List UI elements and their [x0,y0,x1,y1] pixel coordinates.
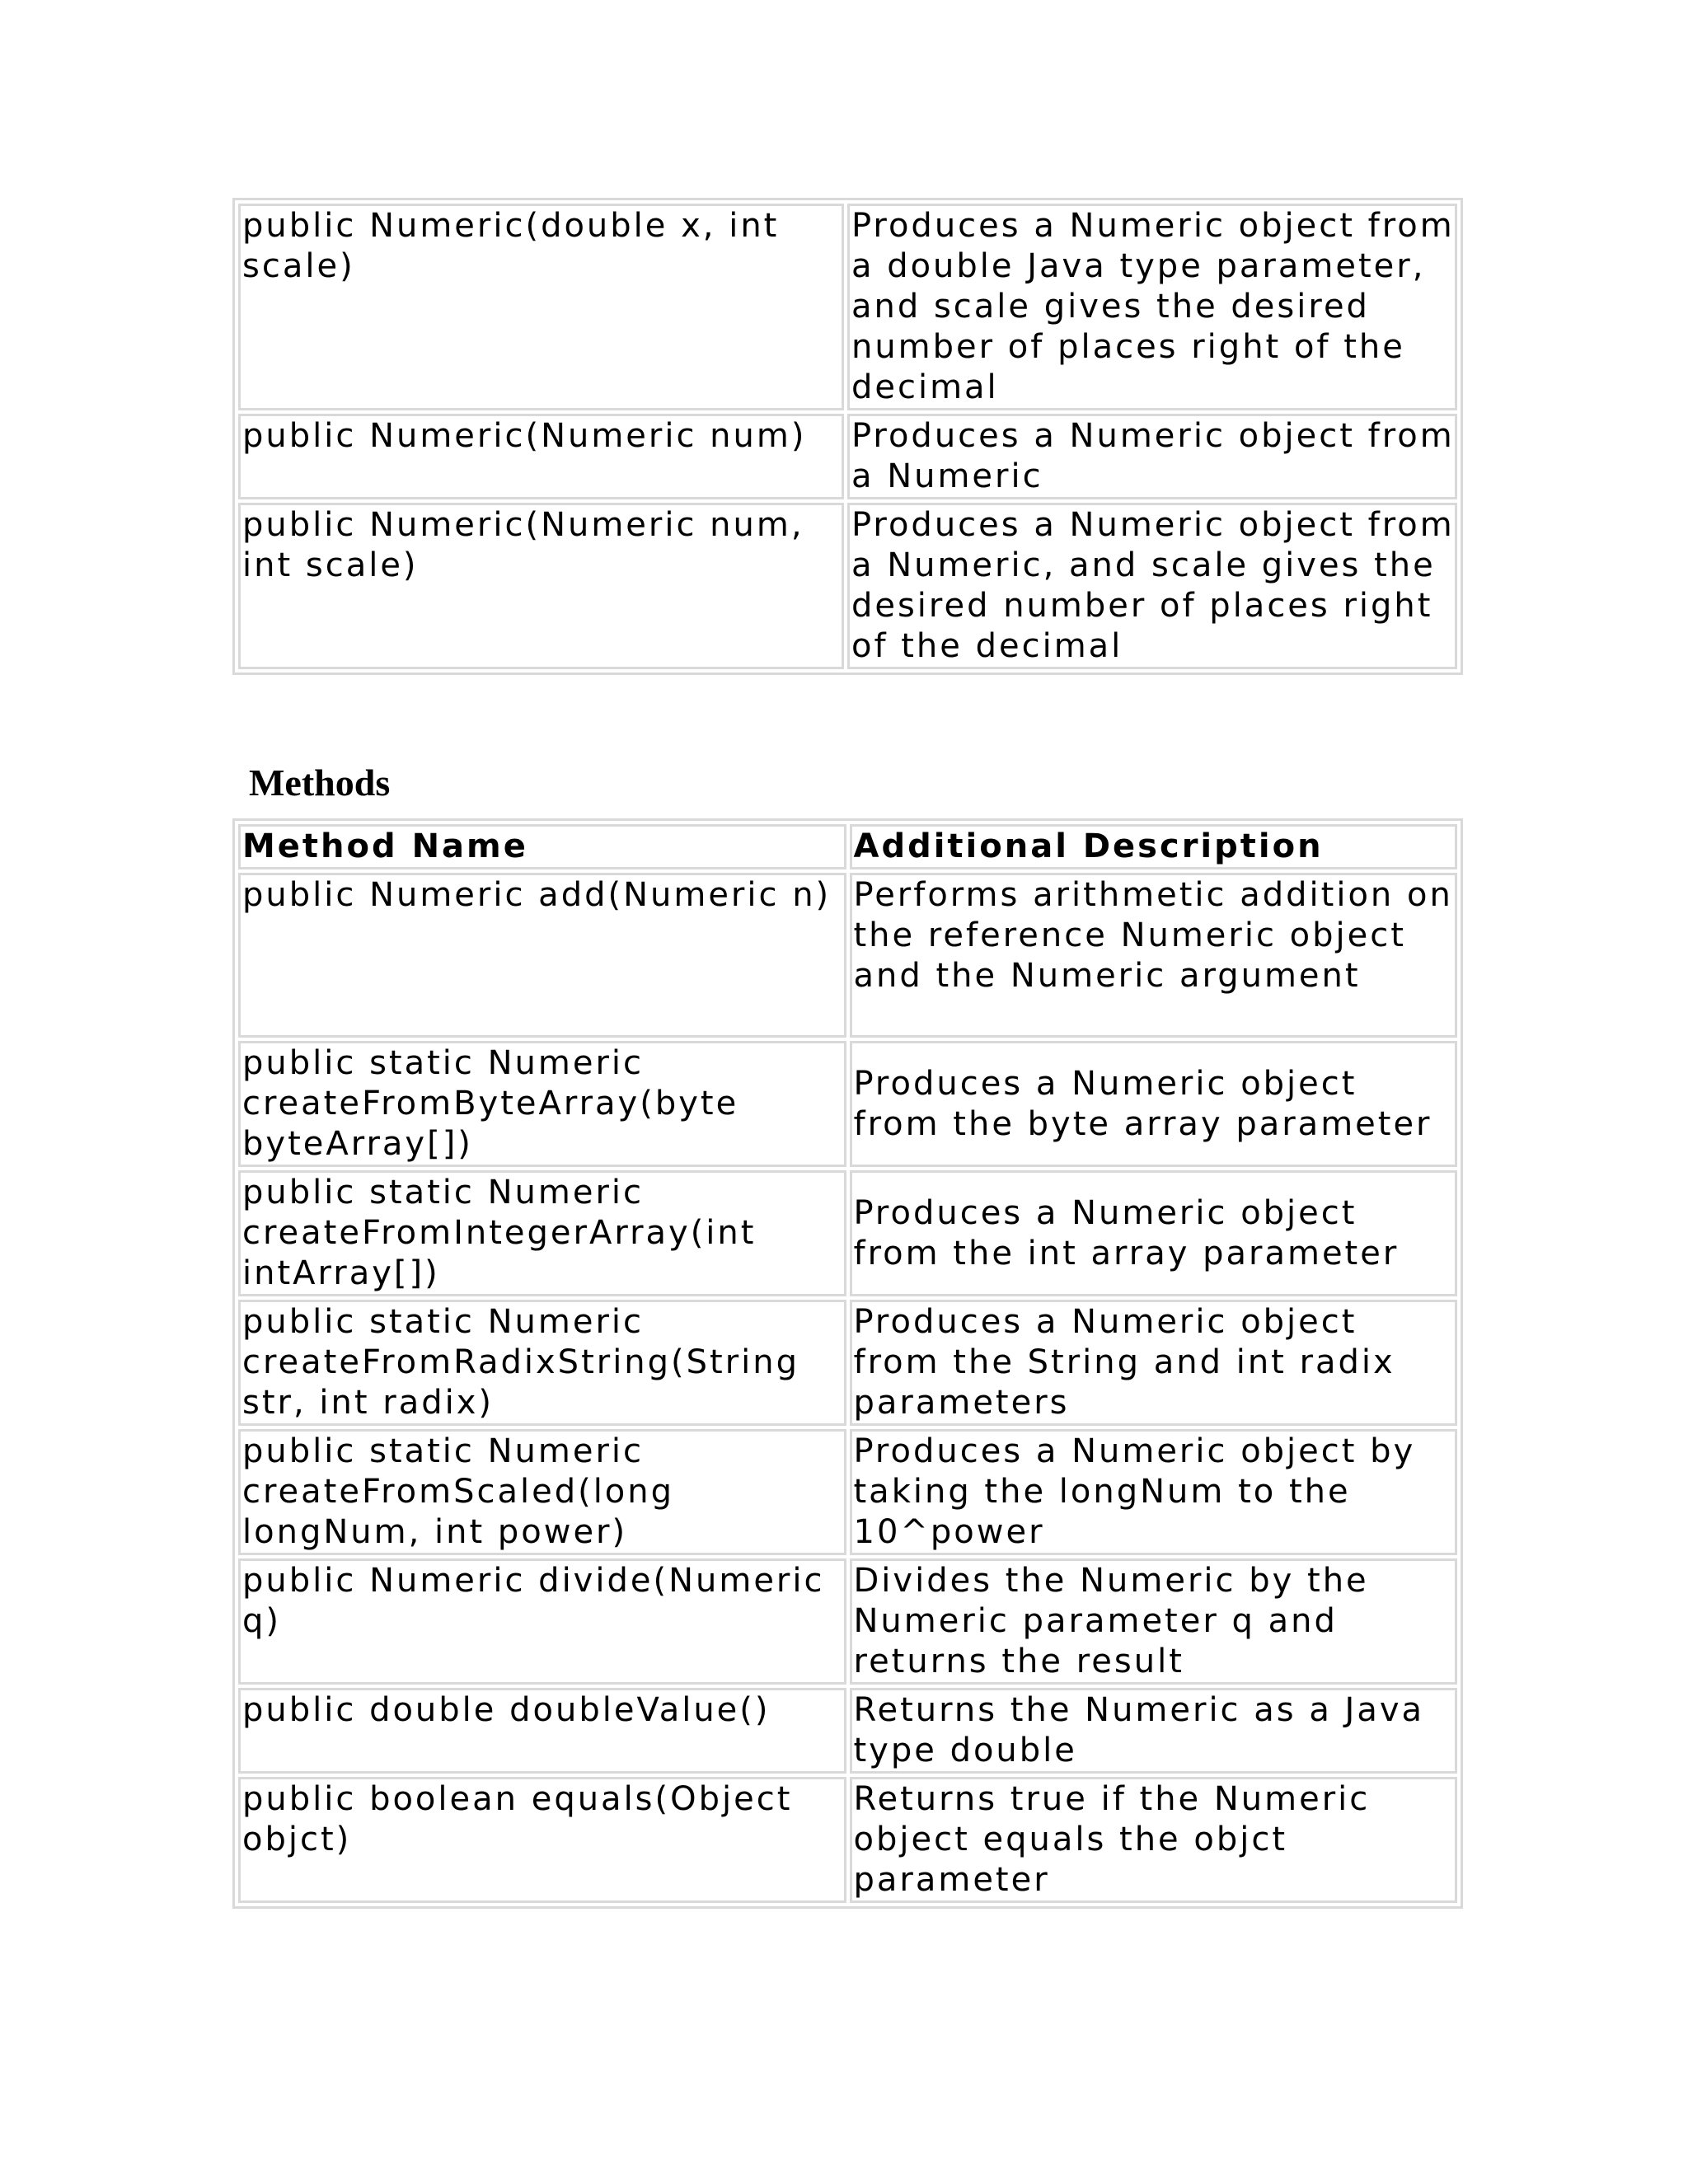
constructor-signature: public Numeric(double x, int scale) [238,204,844,410]
table-row [238,1429,1457,1555]
method-signature: public Numeric add(Numeric n) [238,873,846,1038]
method-description: Produces a Numeric object by taking the longNum to the 10^power [850,1429,1458,1555]
table-row [238,1558,1457,1685]
method-signature: public Numeric divide(Numeric q) [238,1558,846,1685]
method-description: Produces a Numeric object from the String and int radix parameters [850,1300,1458,1426]
constructor-description: Produces a Numeric object from a double Java type parameter, and scale gives the desired number of places right of the decimal [847,204,1457,410]
constructor-signature: public Numeric(Numeric num) [238,414,844,499]
column-header-method-name: Method Name [238,824,846,869]
table-header-row [238,824,1457,869]
method-description: Divides the Numeric by the Numeric parameter q and returns the result [850,1558,1458,1685]
constructor-signature: public Numeric(Numeric num, int scale) [238,503,844,669]
table-row [238,414,1457,499]
table-row [238,503,1457,669]
method-signature: public double doubleValue() [238,1688,846,1774]
method-description: Performs arithmetic addition on the reference Numeric object and the Numeric argument [850,873,1458,1038]
table-row [238,204,1457,410]
table-row [238,1777,1457,1903]
table-row [238,1300,1457,1426]
method-signature: public static Numeric createFromScaled(long longNum, int power) [238,1429,846,1555]
method-signature: public boolean equals(Object objct) [238,1777,846,1903]
table-row [238,1041,1457,1167]
methods-table [232,818,1463,1909]
method-description: Produces a Numeric object from the byte array parameter [850,1041,1458,1167]
method-description: Returns true if the Numeric object equals the objct parameter [850,1777,1458,1903]
constructor-description: Produces a Numeric object from a Numeric [847,414,1457,499]
method-signature: public static Numeric createFromByteArray(byte byteArray[]) [238,1041,846,1167]
method-signature: public static Numeric createFromRadixString(String str, int radix) [238,1300,846,1426]
table-row [238,1688,1457,1774]
table-row [238,1170,1457,1296]
method-description: Returns the Numeric as a Java type double [850,1688,1458,1774]
section-heading-methods: Methods [249,762,391,804]
column-header-additional-description: Additional Description [850,824,1458,869]
constructors-table [232,198,1463,675]
method-signature: public static Numeric createFromIntegerArray(int intArray[]) [238,1170,846,1296]
table-row [238,873,1457,1038]
method-description: Produces a Numeric object from the int array parameter [850,1170,1458,1296]
constructor-description: Produces a Numeric object from a Numeric, and scale gives the desired number of places right of the decimal [847,503,1457,669]
